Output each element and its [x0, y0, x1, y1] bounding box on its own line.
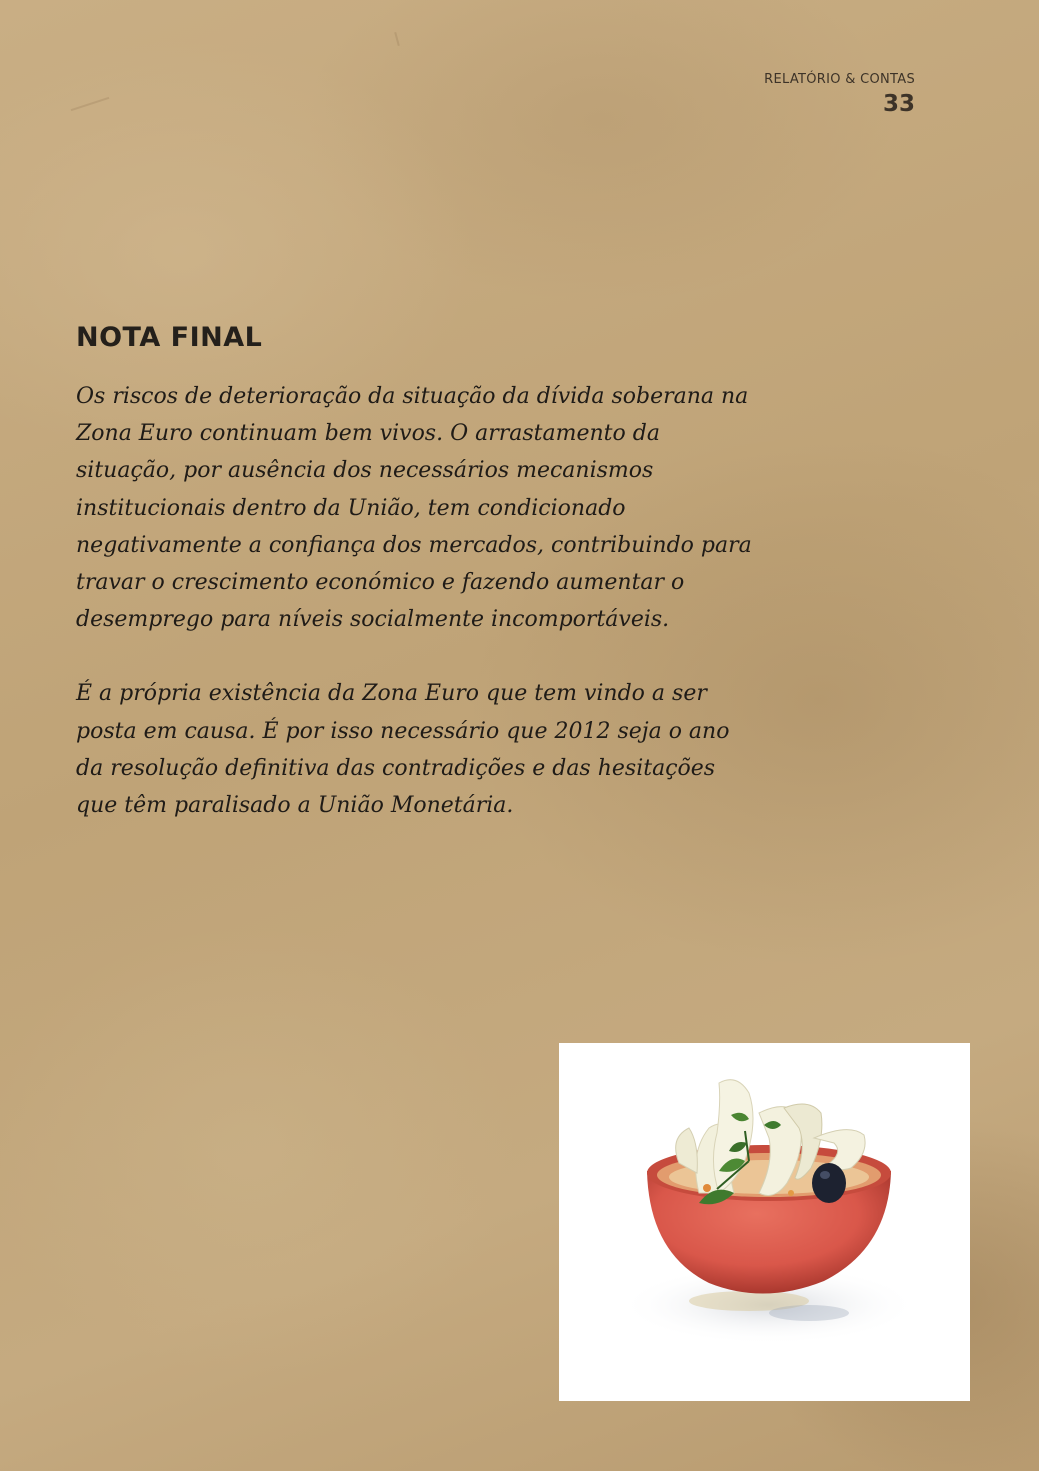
page-number: 33 — [882, 91, 915, 117]
stuffed-tomato-photo-icon — [559, 1043, 970, 1401]
paper-crease — [394, 32, 400, 46]
section-title: NOTA FINAL — [76, 322, 263, 353]
report-label: RELATÓRIO & CONTAS — [764, 72, 915, 87]
food-photo — [559, 1043, 970, 1401]
section-body — [76, 378, 756, 824]
paper-crease — [71, 97, 110, 111]
paragraph: Os riscos de deterioração da situação da dívida soberana na Zona Euro continuam bem vivos. O arrastamento da situação, por ausência dos necessários mecanismos institucionais dentro da União, tem condicionado negativamente a confiança dos mercados, contribuindo para travar o crescimento económico e fazendo aumentar o desemprego para níveis socialmente incomportáveis. — [76, 384, 752, 633]
page-header — [764, 70, 915, 118]
paragraph: É a própria existência da Zona Euro que tem vindo a ser posta em causa. É por isso necessário que 2012 seja o ano da resolução definitiva das contradições e das hesitações que têm paralisado a União Monetária. — [76, 681, 730, 819]
